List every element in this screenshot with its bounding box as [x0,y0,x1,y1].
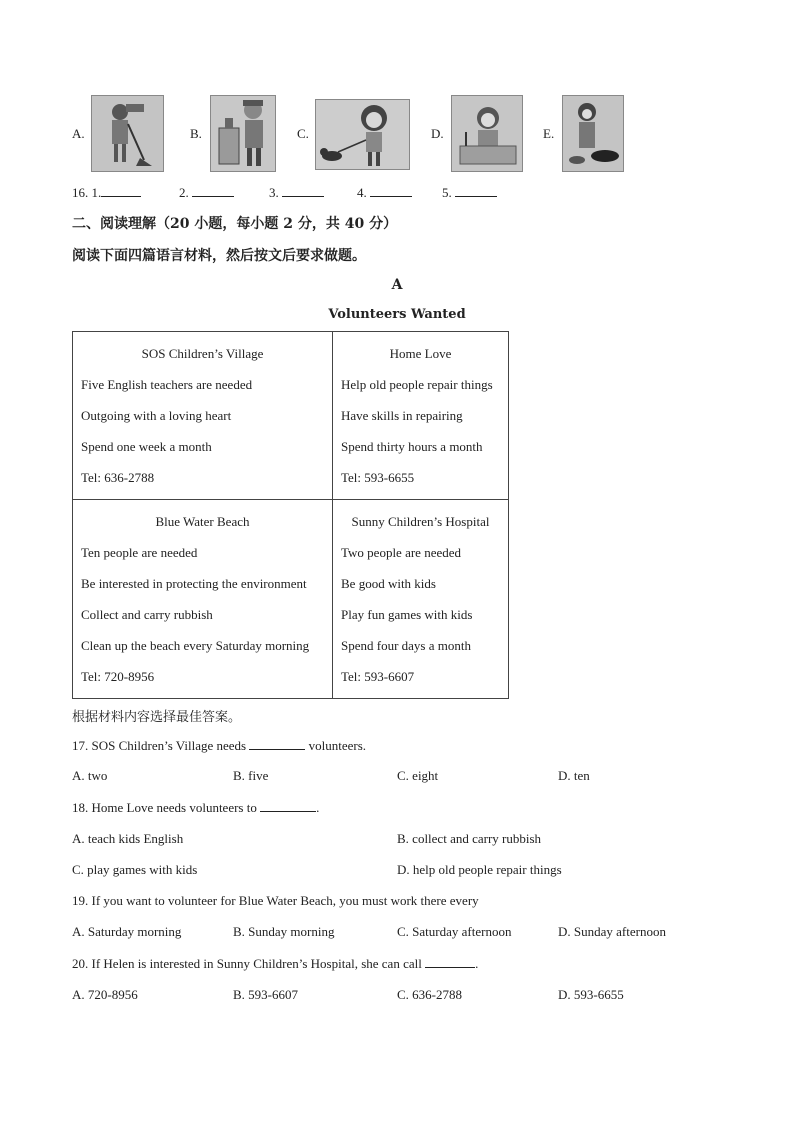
q19-option-a[interactable]: A. Saturday morning [72,924,182,939]
question-17-text: 17. SOS Children’s Village needs [72,738,247,753]
cell-sunny-hospital [333,500,509,699]
q17-option-c[interactable]: C. eight [397,768,439,783]
blank-group-3 [269,184,324,201]
q18-option-d[interactable]: D. help old people repair things [397,862,562,877]
option-letter-e: E. [543,126,555,141]
question-17 [72,737,366,754]
question-17-text-end: volunteers. [308,738,367,753]
question-18 [72,799,319,816]
answer-blank-4[interactable] [370,184,412,197]
cell-line: Clean up the beach every Saturday morning [81,638,310,653]
q19-option-b[interactable]: B. Sunday morning [233,924,335,939]
cell-line: Outgoing with a loving heart [81,408,232,423]
girl-walking-dog-icon [315,99,410,170]
cell-line: Tel: 720-8956 [81,669,155,684]
answer-blank-3[interactable] [282,184,324,197]
q20-option-c[interactable]: C. 636-2788 [397,987,462,1002]
cell-sos-village [73,332,333,500]
answer-blank-2[interactable] [192,184,234,197]
cell-line: Be interested in protecting the environment [81,576,307,591]
q18-option-b[interactable]: B. collect and carry rubbish [397,831,542,846]
q17-option-a[interactable]: A. two [72,768,108,783]
passage-title: Volunteers Wanted [328,307,466,322]
question-20-text: 20. If Helen is interested in Sunny Children’s Hospital, she can call [72,956,422,971]
q20-option-a[interactable]: A. 720-8956 [72,987,138,1002]
girl-cooking-icon [562,95,624,172]
q18-option-a[interactable]: A. teach kids English [72,831,184,846]
section-title: 二、阅读理解（20 小题，每小题 2 分，共 40 分） [72,216,398,232]
cell-line: Five English teachers are needed [81,377,253,392]
answer-blanks-row [72,184,141,201]
question-20-blank[interactable] [425,955,475,968]
passage-letter: A [391,277,403,293]
girl-sweeping-icon [91,95,164,172]
cell-line: Play fun games with kids [341,607,473,622]
question-18-text: 18. Home Love needs volunteers to [72,800,257,815]
blank-label-2: 2. [179,185,189,200]
cell-blue-water-beach [73,500,333,699]
cell-line: Two people are needed [341,545,462,560]
cell-line: Ten people are needed [81,545,198,560]
q19-option-d[interactable]: D. Sunday afternoon [558,924,666,939]
questions-intro: 根据材料内容选择最佳答案。 [72,710,242,725]
cell-line: Spend thirty hours a month [341,439,483,454]
cell-title: Sunny Children’s Hospital [351,514,490,529]
question-18-text-end: . [316,800,320,815]
cell-line: Be good with kids [341,576,436,591]
volunteers-table [72,331,509,699]
cell-line: Tel: 593-6607 [341,669,415,684]
q19-option-c[interactable]: C. Saturday afternoon [397,924,512,939]
cell-line: Tel: 636-2788 [81,470,155,485]
q20-option-d[interactable]: D. 593-6655 [558,987,624,1002]
option-letter-c: C. [297,126,309,141]
blank-label-16-1: 16. 1. [72,185,102,200]
cell-line: Spend one week a month [81,439,212,454]
blank-group-5 [442,184,497,201]
blank-group-2 [179,184,234,201]
boy-recycling-icon [210,95,276,172]
q17-option-b[interactable]: B. five [233,768,269,783]
q20-option-b[interactable]: B. 593-6607 [233,987,298,1002]
cell-line: Help old people repair things [341,377,493,392]
cell-line: Spend four days a month [341,638,471,653]
blank-label-4: 4. [357,185,367,200]
q17-option-d[interactable]: D. ten [558,768,590,783]
answer-blank-5[interactable] [455,184,497,197]
cell-title: Blue Water Beach [155,514,250,529]
option-letter-d: D. [431,126,444,141]
cell-line: Have skills in repairing [341,408,463,423]
question-19-text: 19. If you want to volunteer for Blue Water Beach, you must work there every [72,893,479,908]
question-17-blank[interactable] [249,737,305,750]
cell-line: Tel: 593-6655 [341,470,415,485]
blank-label-5: 5. [442,185,452,200]
cell-title: Home Love [389,346,452,361]
cell-title: SOS Children’s Village [141,346,264,361]
question-18-blank[interactable] [260,799,316,812]
section-instruction: 阅读下面四篇语言材料，然后按文后要求做题。 [72,248,366,264]
option-letter-b: B. [190,126,202,141]
q18-option-c[interactable]: C. play games with kids [72,862,198,877]
question-20 [72,955,478,972]
blank-label-3: 3. [269,185,279,200]
blank-group-4 [357,184,412,201]
option-letter-a: A. [72,126,85,141]
cell-home-love [333,332,509,500]
answer-blank-1[interactable] [101,184,141,197]
cell-line: Collect and carry rubbish [81,607,213,622]
girl-watering-plant-icon [451,95,523,172]
question-20-text-end: . [475,956,479,971]
